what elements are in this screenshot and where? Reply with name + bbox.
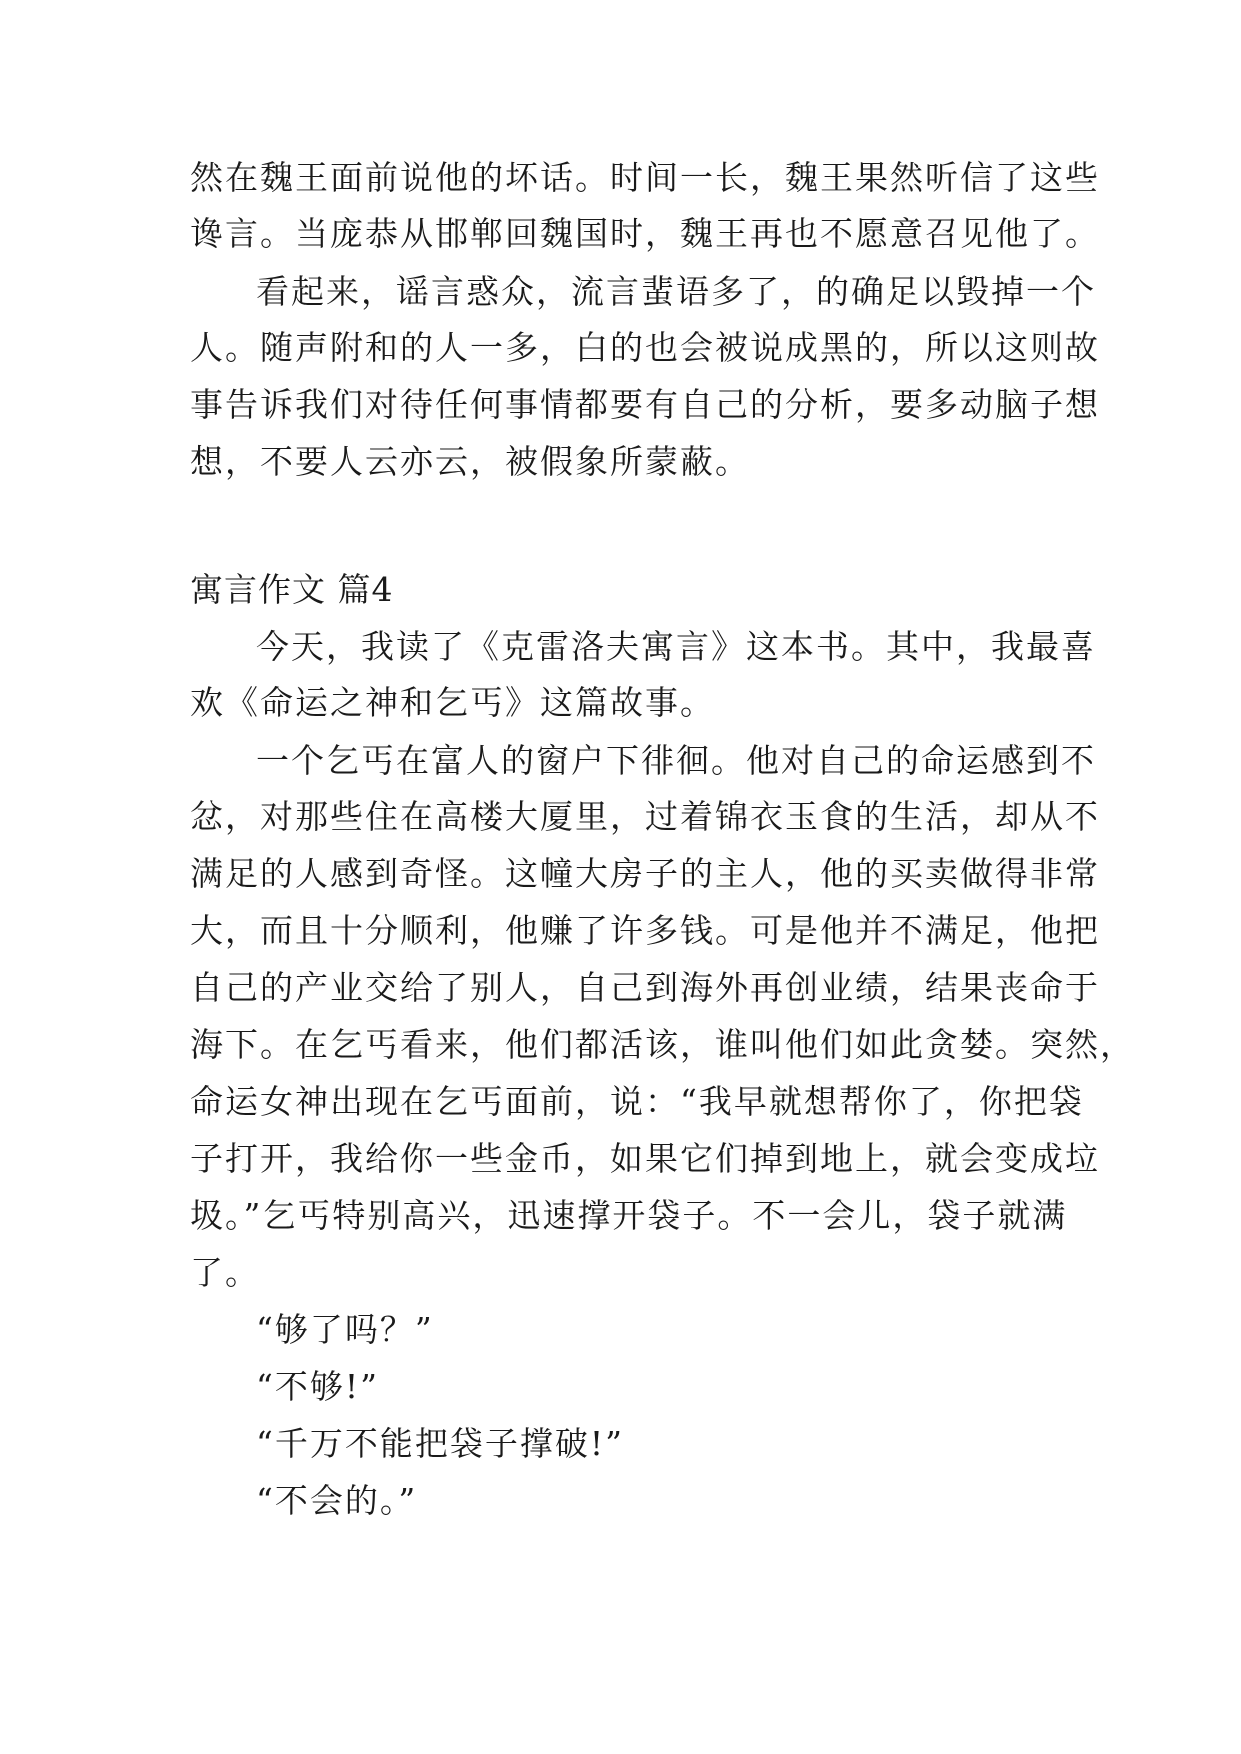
- paragraph-line: 大，而且十分顺利，他赚了许多钱。可是他并不满足，他把: [190, 911, 1100, 950]
- paragraph-line: 事告诉我们对待任何事情都要有自己的分析，要多动脑子想: [190, 385, 1100, 424]
- paragraph-line: 看起来，谣言惑众，流言蜚语多了，的确足以毁掉一个: [256, 272, 1096, 311]
- paragraph-line: 忿，对那些住在高楼大厦里，过着锦衣玉食的生活，却从不: [190, 797, 1100, 836]
- paragraph-line: 然在魏王面前说他的坏话。时间一长，魏王果然听信了这些: [190, 158, 1100, 197]
- paragraph-line: 了。: [190, 1253, 260, 1292]
- paragraph-line: 自己的产业交给了别人，自己到海外再创业绩，结果丧命于: [190, 968, 1100, 1007]
- dialogue-line: “千万不能把袋子撑破!”: [256, 1424, 625, 1463]
- paragraph-line: 海下。在乞丐看来，他们都活该，谁叫他们如此贪婪。突然，: [190, 1025, 1135, 1064]
- paragraph-line: 想，不要人云亦云，被假象所蒙蔽。: [190, 442, 750, 481]
- paragraph-line: 子打开，我给你一些金币，如果它们掉到地上，就会变成垃: [190, 1139, 1100, 1178]
- dialogue-line: “不会的。”: [256, 1481, 418, 1520]
- paragraph-line: 满足的人感到奇怪。这幢大房子的主人，他的买卖做得非常: [190, 854, 1100, 893]
- section-heading: 寓言作文 篇4: [190, 570, 394, 609]
- dialogue-line: “不够!”: [256, 1367, 380, 1406]
- paragraph-line: 人。随声附和的人一多，白的也会被说成黑的，所以这则故: [190, 328, 1100, 367]
- dialogue-line: “够了吗？”: [256, 1310, 434, 1349]
- paragraph-line: 谗言。当庞恭从邯郸回魏国时，魏王再也不愿意召见他了。: [190, 214, 1100, 253]
- paragraph-line: 命运女神出现在乞丐面前，说：“我早就想帮你了，你把袋: [190, 1082, 1084, 1121]
- paragraph-line: 今天，我读了《克雷洛夫寓言》这本书。其中，我最喜: [256, 627, 1096, 666]
- paragraph-line: 欢《命运之神和乞丐》这篇故事。: [190, 683, 715, 722]
- paragraph-line: 一个乞丐在富人的窗户下徘徊。他对自己的命运感到不: [256, 741, 1096, 780]
- paragraph-line: 圾。”乞丐特别高兴，迅速撑开袋子。不一会儿，袋子就满: [190, 1196, 1068, 1235]
